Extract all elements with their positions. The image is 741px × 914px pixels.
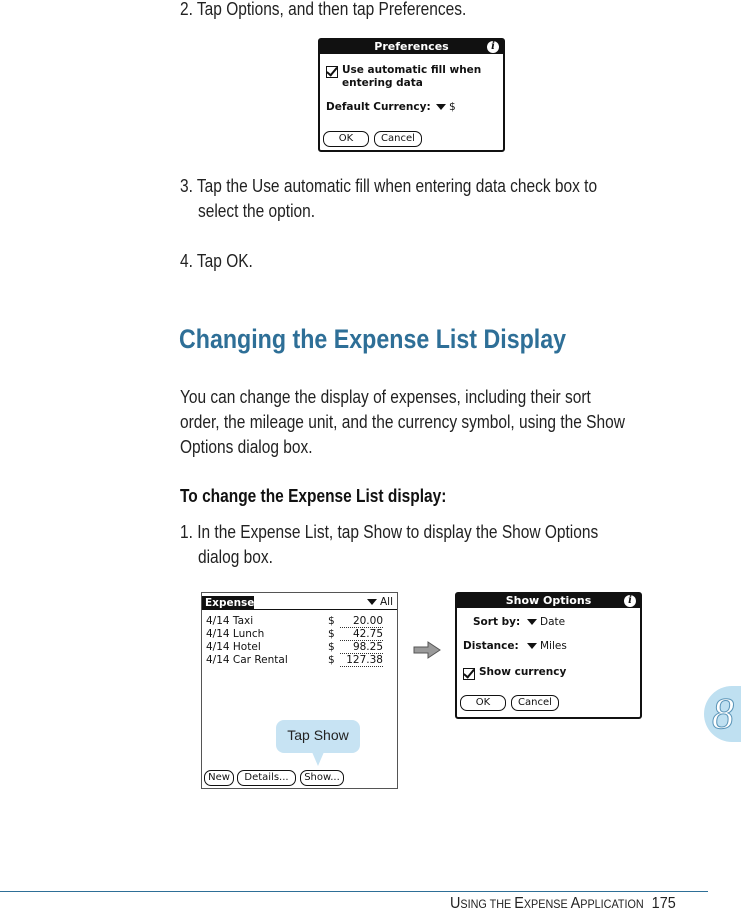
auto-fill-checkbox[interactable] bbox=[326, 66, 338, 78]
footer-u: U bbox=[450, 895, 461, 912]
chapter-number: 8 bbox=[712, 689, 734, 738]
auto-fill-label-line2: entering data bbox=[342, 77, 423, 89]
expense-row-currency: $ bbox=[328, 615, 335, 627]
cancel-button[interactable]: Cancel bbox=[511, 695, 559, 711]
expense-row-desc[interactable]: 4/14 Car Rental bbox=[206, 654, 288, 666]
footer-sing: SING THE bbox=[460, 897, 515, 911]
expense-title: Expense bbox=[205, 597, 255, 609]
step-1-text-line1: 1. In the Expense List, tap Show to display the Show Options bbox=[180, 522, 599, 542]
auto-fill-label-line1: Use automatic fill when bbox=[342, 64, 482, 76]
preferences-dialog-title: Preferences bbox=[320, 40, 503, 54]
footer-e: E bbox=[514, 895, 524, 912]
new-button[interactable]: New bbox=[204, 770, 234, 786]
footer-rule bbox=[0, 891, 708, 892]
paragraph-line1: You can change the display of expenses, including their sort bbox=[180, 387, 591, 407]
expense-row-amount[interactable]: 127.38 bbox=[340, 654, 383, 667]
dropdown-triangle-icon bbox=[367, 599, 377, 605]
footer-a: A bbox=[570, 895, 581, 912]
callout-tail bbox=[312, 752, 324, 766]
category-value: All bbox=[380, 596, 394, 608]
ok-button[interactable]: OK bbox=[460, 695, 506, 711]
expense-row-currency: $ bbox=[328, 654, 335, 666]
distance-label: Distance: bbox=[463, 640, 519, 652]
dropdown-triangle-icon bbox=[436, 104, 446, 110]
default-currency-picker[interactable] bbox=[436, 101, 456, 113]
default-currency-label: Default Currency: bbox=[326, 101, 431, 113]
expense-list-screen bbox=[201, 592, 398, 789]
paragraph-line2: order, the mileage unit, and the currency symbol, using the Show bbox=[180, 412, 625, 432]
info-icon[interactable]: i bbox=[487, 41, 499, 53]
expense-row-currency: $ bbox=[328, 628, 335, 640]
expense-row-currency: $ bbox=[328, 641, 335, 653]
expense-row-desc[interactable]: 4/14 Lunch bbox=[206, 628, 265, 640]
sort-by-picker[interactable] bbox=[527, 616, 565, 628]
step-2-text: 2. Tap Options, and then tap Preferences. bbox=[180, 0, 467, 19]
step-1-text-line2: dialog box. bbox=[198, 547, 273, 567]
show-currency-label: Show currency bbox=[479, 666, 567, 678]
expense-row-amount[interactable]: 98.25 bbox=[340, 641, 383, 654]
dropdown-triangle-icon bbox=[527, 643, 537, 649]
step-3-text-line2: select the option. bbox=[198, 201, 316, 221]
distance-value: Miles bbox=[540, 640, 567, 652]
show-currency-checkbox[interactable] bbox=[463, 668, 475, 680]
expense-row-desc[interactable]: 4/14 Taxi bbox=[206, 615, 254, 627]
preferences-dialog bbox=[318, 38, 505, 152]
footer-xpense: XPENSE bbox=[523, 897, 571, 911]
cancel-button[interactable]: Cancel bbox=[374, 131, 422, 147]
expense-row-amount[interactable]: 42.75 bbox=[340, 628, 383, 641]
running-footer bbox=[450, 895, 676, 913]
step-4-text: 4. Tap OK. bbox=[180, 251, 253, 271]
right-arrow-icon bbox=[413, 641, 441, 659]
info-icon[interactable]: i bbox=[624, 595, 636, 607]
paragraph-line3: Options dialog box. bbox=[180, 437, 313, 457]
step-3-text-line1: 3. Tap the Use automatic fill when entering data check box to bbox=[180, 176, 598, 196]
tap-show-callout: Tap Show bbox=[276, 720, 360, 753]
sort-by-value: Date bbox=[540, 616, 566, 628]
ok-button[interactable]: OK bbox=[323, 131, 369, 147]
page-number: 175 bbox=[651, 895, 676, 912]
title-underline bbox=[254, 609, 397, 610]
show-button[interactable]: Show... bbox=[300, 770, 344, 786]
expense-row-desc[interactable]: 4/14 Hotel bbox=[206, 641, 261, 653]
details-button[interactable]: Details... bbox=[237, 770, 296, 786]
sort-by-label: Sort by: bbox=[473, 616, 521, 628]
default-currency-value: $ bbox=[449, 101, 456, 113]
show-options-dialog bbox=[455, 592, 642, 719]
expense-row-amount[interactable]: 20.00 bbox=[340, 615, 383, 628]
category-picker[interactable] bbox=[367, 596, 393, 608]
footer-pplication: PPLICATION bbox=[580, 897, 644, 911]
dropdown-triangle-icon bbox=[527, 619, 537, 625]
distance-picker[interactable] bbox=[527, 640, 567, 652]
procedure-subheading: To change the Expense List display: bbox=[180, 486, 447, 506]
section-heading: Changing the Expense List Display bbox=[179, 324, 567, 354]
show-options-dialog-title: Show Options bbox=[457, 594, 640, 608]
